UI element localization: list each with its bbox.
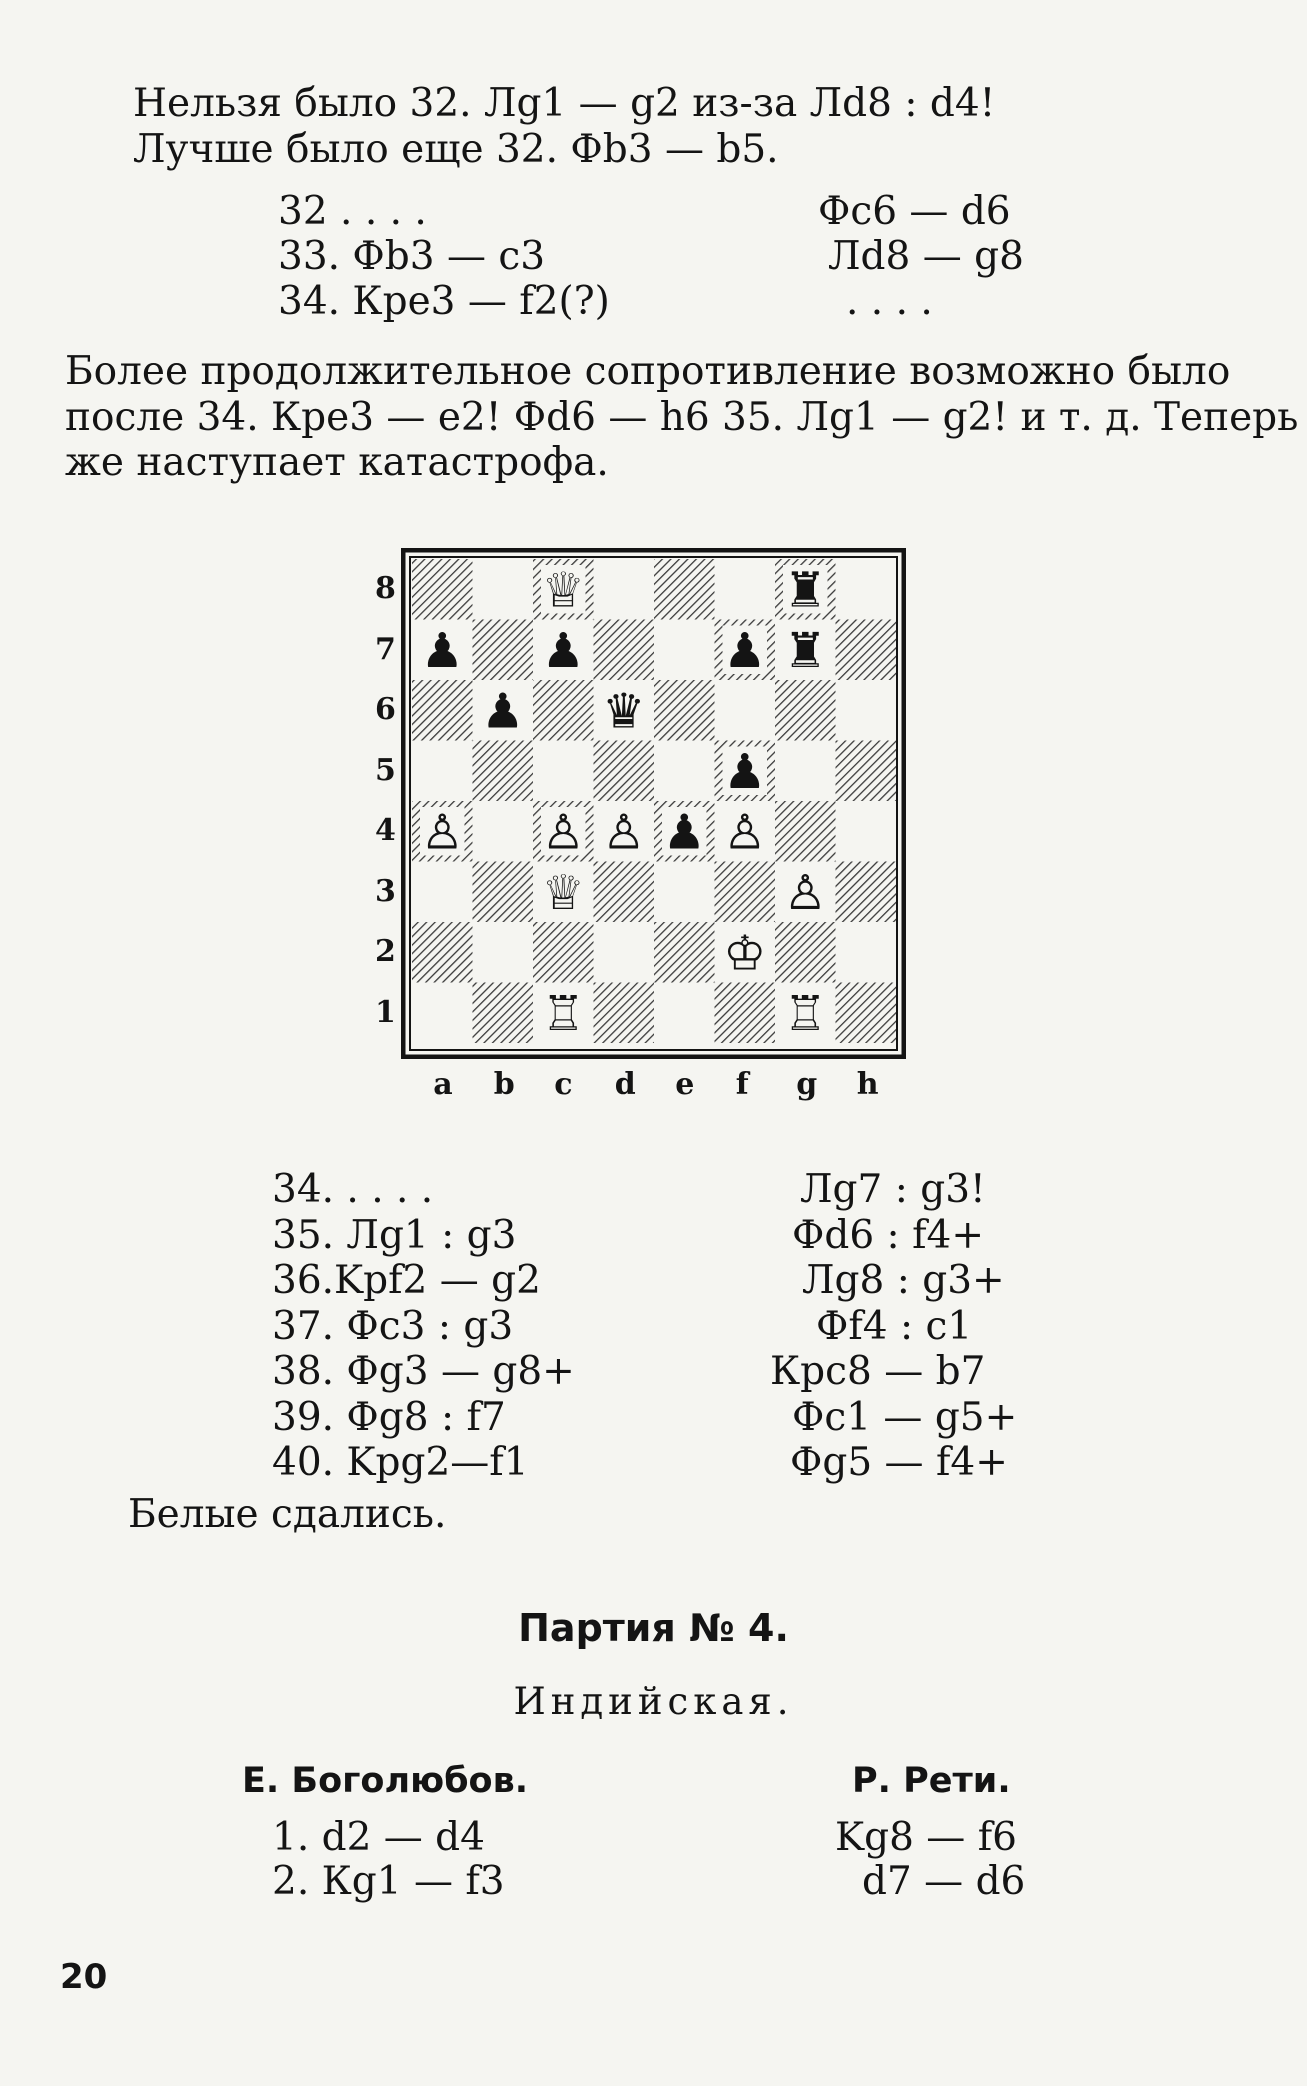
piece-f5: ♟ xyxy=(723,743,767,800)
move-row-4-black: Фf4 : c1 xyxy=(816,1303,973,1349)
square-h4 xyxy=(836,801,897,862)
square-e5 xyxy=(654,741,715,802)
move-33-white: 33. Фb3 — c3 xyxy=(278,234,546,279)
square-b5 xyxy=(473,741,534,802)
player-white: Е. Боголюбов. xyxy=(242,1761,529,1801)
move-row-5-white: 38. Фg3 — g8+ xyxy=(272,1349,575,1394)
square-h8 xyxy=(836,559,897,620)
move-row-2-white: 35. Лg1 : g3 xyxy=(272,1212,517,1258)
square-g5 xyxy=(775,741,836,802)
square-b3 xyxy=(473,862,534,923)
game-title: Партия № 4. xyxy=(518,1606,789,1650)
square-d1 xyxy=(594,983,655,1044)
square-h7 xyxy=(836,620,897,681)
square-a8 xyxy=(412,559,473,620)
piece-c3: ♕ xyxy=(541,864,585,921)
move-row-1-black: Лg7 : g3! xyxy=(800,1167,986,1212)
rank-label-3: 3 xyxy=(375,873,396,909)
square-b1 xyxy=(473,983,534,1044)
move-34-black: . . . . xyxy=(846,279,933,324)
square-a3 xyxy=(412,862,473,923)
square-c6 xyxy=(533,680,594,741)
move-34-white: 34. Кре3 — f2(?) xyxy=(278,279,610,324)
square-c5 xyxy=(533,741,594,802)
square-h3 xyxy=(836,862,897,923)
square-a1 xyxy=(412,983,473,1044)
chess-board xyxy=(401,548,906,1059)
piece-a4: ♙ xyxy=(420,804,464,861)
piece-f7: ♟ xyxy=(723,622,767,679)
move-row-7-black: Фg5 — f4+ xyxy=(790,1440,1008,1485)
square-a6 xyxy=(412,680,473,741)
square-f8 xyxy=(715,559,776,620)
file-label-h: h xyxy=(856,1067,879,1102)
result-text: Белые сдались. xyxy=(128,1492,447,1537)
square-e3 xyxy=(654,862,715,923)
square-f3 xyxy=(715,862,776,923)
square-d3 xyxy=(594,862,655,923)
move-row-3-white: 36.Kpf2 — g2 xyxy=(272,1258,541,1303)
piece-c7: ♟ xyxy=(541,622,585,679)
square-h1 xyxy=(836,983,897,1044)
piece-c8: ♕ xyxy=(541,562,585,619)
chess-diagram xyxy=(375,548,906,1102)
file-label-e: e xyxy=(675,1067,695,1102)
piece-g8: ♜ xyxy=(783,562,827,619)
paragraph-line-3: же наступает катастрофа. xyxy=(65,440,609,485)
square-g2 xyxy=(775,922,836,983)
player-black: Р. Рети. xyxy=(852,1761,1011,1801)
move-row-3-black: Лg8 : g3+ xyxy=(802,1258,1005,1303)
square-f1 xyxy=(715,983,776,1044)
move-row-2-black: Фd6 : f4+ xyxy=(792,1212,985,1258)
piece-d4: ♙ xyxy=(602,804,646,861)
square-e8 xyxy=(654,559,715,620)
file-label-c: c xyxy=(554,1067,573,1102)
piece-g3: ♙ xyxy=(783,864,827,921)
move-1-white: 1. d2 — d4 xyxy=(272,1815,485,1860)
square-b7 xyxy=(473,620,534,681)
move-2-black: d7 — d6 xyxy=(862,1859,1026,1904)
move-row-6-white: 39. Фg8 : f7 xyxy=(272,1394,506,1440)
move-1-black: Kg8 — f6 xyxy=(835,1815,1017,1860)
piece-f4: ♙ xyxy=(723,804,767,861)
page-number: 20 xyxy=(60,1957,108,1997)
square-h2 xyxy=(836,922,897,983)
square-b2 xyxy=(473,922,534,983)
move-row-7-white: 40. Kpg2—f1 xyxy=(272,1440,529,1485)
piece-g7: ♜ xyxy=(783,622,827,679)
intro-line-1: Нельзя было 32. Лg1 — g2 из-за Лd8 : d4! xyxy=(133,81,996,126)
square-c2 xyxy=(533,922,594,983)
piece-f2: ♔ xyxy=(723,925,767,982)
file-label-g: g xyxy=(796,1067,818,1102)
square-f6 xyxy=(715,680,776,741)
move-row-6-black: Фc1 — g5+ xyxy=(792,1394,1018,1440)
square-e7 xyxy=(654,620,715,681)
move-row-5-black: Крс8 — b7 xyxy=(770,1349,986,1394)
piece-d6: ♛ xyxy=(602,683,646,740)
move-row-4-white: 37. Фc3 : g3 xyxy=(272,1303,514,1349)
square-h6 xyxy=(836,680,897,741)
square-d5 xyxy=(594,741,655,802)
square-d7 xyxy=(594,620,655,681)
square-a5 xyxy=(412,741,473,802)
square-b4 xyxy=(473,801,534,862)
piece-g1: ♖ xyxy=(783,985,827,1042)
square-a2 xyxy=(412,922,473,983)
rank-label-1: 1 xyxy=(375,994,396,1030)
square-b8 xyxy=(473,559,534,620)
square-e2 xyxy=(654,922,715,983)
move-row-1-white: 34. . . . . xyxy=(272,1167,434,1212)
opening-name: Индийская. xyxy=(513,1680,794,1723)
square-d2 xyxy=(594,922,655,983)
square-g6 xyxy=(775,680,836,741)
rank-label-4: 4 xyxy=(375,813,396,849)
rank-label-5: 5 xyxy=(375,752,396,788)
intro-line-2: Лучше было еще 32. Фb3 — b5. xyxy=(133,127,779,172)
rank-label-7: 7 xyxy=(375,631,396,667)
piece-e4: ♟ xyxy=(662,804,706,861)
piece-c4: ♙ xyxy=(541,804,585,861)
paragraph-line-1: Более продолжительное сопротивление возможно было xyxy=(65,349,1231,394)
paragraph-line-2: после 34. Кре3 — e2! Фd6 — h6 35. Лg1 — g2! и т. д. Теперь xyxy=(65,395,1299,440)
square-h5 xyxy=(836,741,897,802)
move-32-white: 32 . . . . xyxy=(278,189,427,234)
square-e1 xyxy=(654,983,715,1044)
square-d8 xyxy=(594,559,655,620)
piece-b6: ♟ xyxy=(481,683,525,740)
move-32-black: Фc6 — d6 xyxy=(818,189,1011,234)
rank-label-8: 8 xyxy=(375,571,396,607)
rank-label-2: 2 xyxy=(375,934,396,970)
file-label-d: d xyxy=(614,1067,636,1102)
piece-a7: ♟ xyxy=(420,622,464,679)
piece-c1: ♖ xyxy=(541,985,585,1042)
square-e6 xyxy=(654,680,715,741)
rank-label-6: 6 xyxy=(375,692,396,728)
file-label-f: f xyxy=(735,1067,749,1102)
file-label-b: b xyxy=(493,1067,515,1102)
square-g4 xyxy=(775,801,836,862)
file-label-a: a xyxy=(433,1067,453,1102)
move-33-black: Лd8 — g8 xyxy=(828,234,1024,279)
move-2-white: 2. Кg1 — f3 xyxy=(272,1859,505,1904)
